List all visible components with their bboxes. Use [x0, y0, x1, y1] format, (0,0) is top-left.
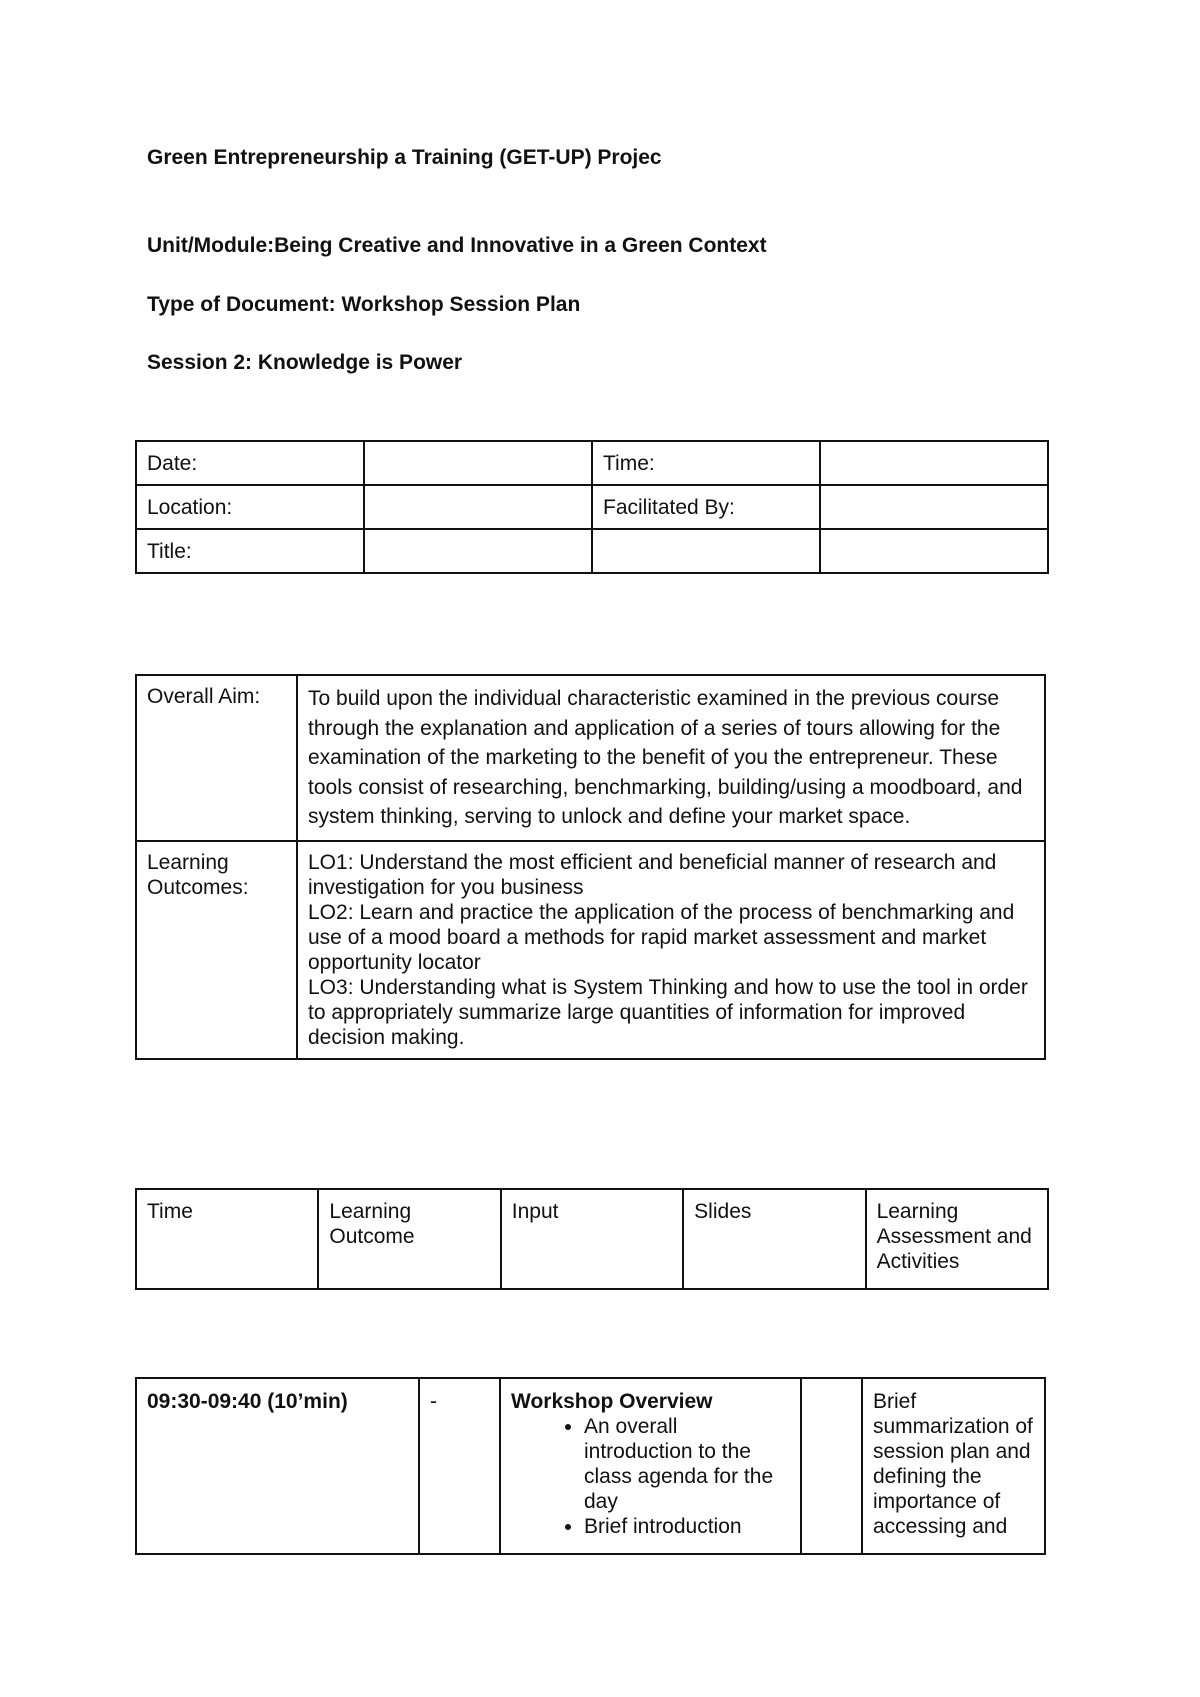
- schedule-outcome: -: [419, 1378, 500, 1554]
- title-value[interactable]: [364, 529, 592, 573]
- list-item: • Brief introduction: [584, 1514, 790, 1539]
- learning-outcomes-cell: [297, 841, 1045, 1059]
- input-title: Workshop Overview: [511, 1390, 713, 1413]
- session-title: Session 2: Knowledge is Power: [147, 351, 463, 374]
- table-row: [136, 529, 1048, 573]
- schedule-input: [500, 1378, 801, 1554]
- location-value[interactable]: [364, 485, 592, 529]
- schedule-slides: [801, 1378, 862, 1554]
- time-value[interactable]: [820, 441, 1048, 485]
- schedule-assessment: Brief summarization of session plan and defining the importance of accessing and: [862, 1378, 1045, 1554]
- schedule-table: [135, 1377, 1046, 1555]
- overall-aim-label: Overall Aim:: [136, 675, 297, 841]
- aims-outcomes-table: [135, 674, 1046, 1060]
- table-row: [136, 1189, 1048, 1289]
- session-info-table: [135, 440, 1049, 574]
- header-assessment: Learning Assessment and Activities: [866, 1189, 1048, 1289]
- header-learning-outcome: Learning Outcome: [318, 1189, 500, 1289]
- empty-cell: [592, 529, 820, 573]
- table-row: [136, 675, 1045, 841]
- time-label: Time:: [592, 441, 820, 485]
- project-title: Green Entrepreneurship a Training (GET-UP) Projec: [147, 146, 662, 169]
- list-item: • An overall introduction to the class agenda for the day: [584, 1414, 790, 1514]
- location-label: Location:: [136, 485, 364, 529]
- table-row: [136, 1378, 1045, 1554]
- table-row: [136, 485, 1048, 529]
- empty-cell: [820, 529, 1048, 573]
- schedule-header-table: [135, 1188, 1049, 1290]
- header-slides: Slides: [683, 1189, 865, 1289]
- header-input: Input: [501, 1189, 683, 1289]
- table-row: [136, 441, 1048, 485]
- schedule-time: 09:30-09:40 (10’min): [136, 1378, 419, 1554]
- title-label: Title:: [136, 529, 364, 573]
- date-value[interactable]: [364, 441, 592, 485]
- learning-outcome-2: LO2: Learn and practice the application of the process of benchmarking and use of a mood board a methods for rapid market assessment and market opportunity locator: [308, 900, 1015, 974]
- learning-outcomes-label: Learning Outcomes:: [136, 841, 297, 1059]
- overall-aim-text: To build upon the individual characteristic examined in the previous course through the explanation and application of a series of tours allowing for the examination of the marketing to the benefit of you the entrepreneur. These tools consist of researching, benchmarking, building/using a moodboard, and system thinking, serving to unlock and define your market space.: [297, 675, 1045, 841]
- date-label: Date:: [136, 441, 364, 485]
- facilitated-by-label: Facilitated By:: [592, 485, 820, 529]
- document-type: Type of Document: Workshop Session Plan: [147, 293, 581, 316]
- learning-outcome-3: LO3: Understanding what is System Thinking and how to use the tool in order to appropriately summarize large quantities of information for improved decision making.: [308, 975, 1028, 1049]
- unit-module: Unit/Module:Being Creative and Innovative in a Green Context: [147, 234, 767, 257]
- input-bullet-list: [511, 1414, 790, 1539]
- header-time: Time: [136, 1189, 318, 1289]
- facilitated-by-value[interactable]: [820, 485, 1048, 529]
- learning-outcome-1: LO1: Understand the most efficient and beneficial manner of research and investigation for you business: [308, 850, 997, 899]
- table-row: [136, 841, 1045, 1059]
